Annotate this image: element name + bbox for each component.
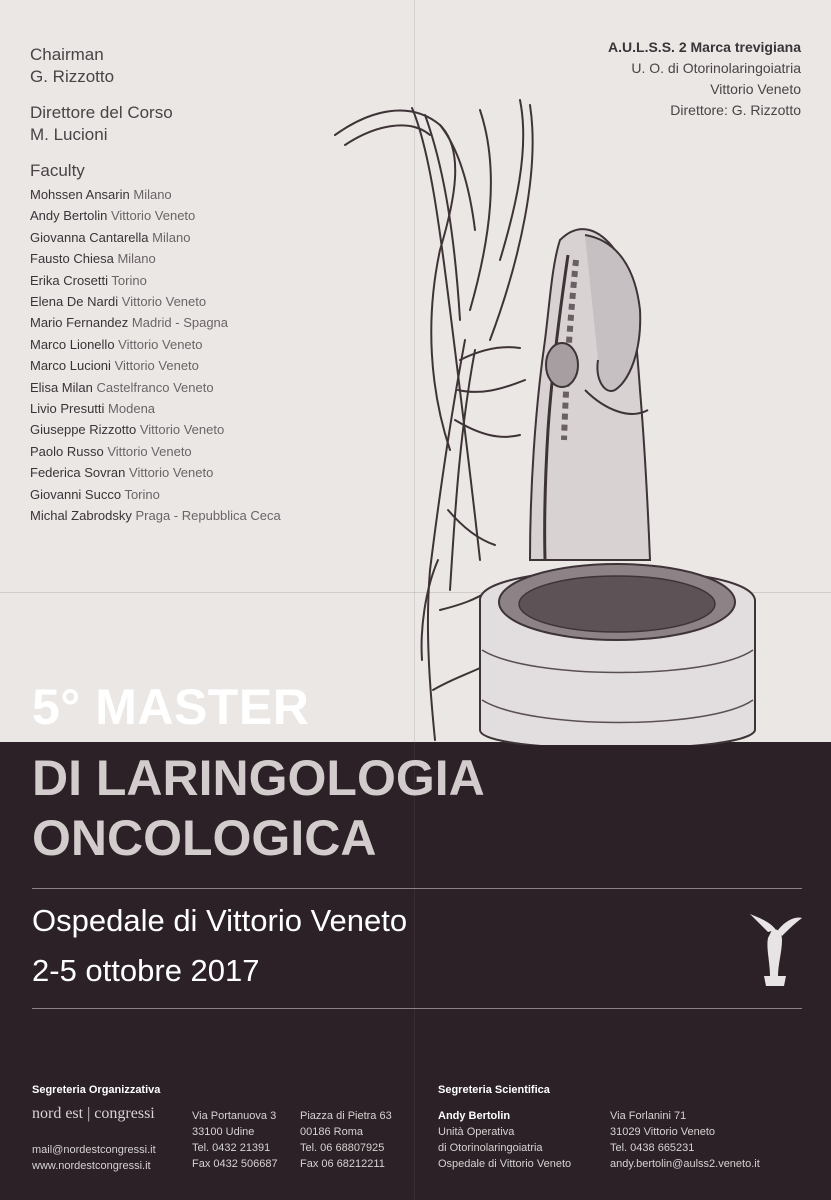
faculty-member-name: Michal Zabrodsky <box>30 508 132 524</box>
faculty-member-name: Elena De Nardi <box>30 294 119 310</box>
director-name: M. Lucioni <box>30 125 108 144</box>
faculty-member <box>30 334 330 355</box>
faculty-member <box>30 505 330 526</box>
address-line: Fax 06 68212211 <box>300 1158 385 1170</box>
address-line: Piazza di Pietra 63 <box>300 1110 392 1122</box>
faculty-member <box>30 377 330 398</box>
faculty-member-name: Livio Presutti <box>30 401 105 417</box>
faculty-member <box>30 291 330 312</box>
org-secretariat-heading: Segreteria Organizzativa <box>32 1084 161 1096</box>
title-line-3: ONCOLOGICA <box>32 810 377 866</box>
faculty-member <box>30 205 330 226</box>
venue: Ospedale di Vittorio Veneto <box>32 903 408 938</box>
faculty-member-city: Milano <box>117 251 156 267</box>
faculty-member-name: Mario Fernandez <box>30 315 129 331</box>
organization-name: A.U.L.S.S. 2 Marca trevigiana <box>608 39 801 55</box>
faculty-member-name: Giuseppe Rizzotto <box>30 422 137 438</box>
address-line: Unità Operativa <box>438 1126 515 1138</box>
faculty-member-name: Fausto Chiesa <box>30 251 114 267</box>
roma-address <box>300 1108 392 1172</box>
org-website: www.nordestcongressi.it <box>32 1160 151 1172</box>
organization-director-name: G. Rizzotto <box>731 102 801 118</box>
title-line-1: 5° MASTER <box>32 679 310 735</box>
faculty-member <box>30 184 330 205</box>
address-line: 00186 Roma <box>300 1126 363 1138</box>
faculty-member <box>30 270 330 291</box>
chairman-heading: Chairman <box>30 45 104 64</box>
faculty-member-name: Giovanni Succo <box>30 486 122 502</box>
sci-address <box>610 1108 760 1172</box>
nord-est-congressi-logo: nord est | congressi <box>32 1105 155 1122</box>
organization-city: Vittorio Veneto <box>710 81 801 97</box>
director-label: Direttore: <box>670 102 728 118</box>
faculty-member <box>30 227 330 248</box>
faculty-member-name: Mohssen Ansarin <box>30 187 130 202</box>
divider-top <box>32 888 802 889</box>
faculty-member-city: Vittorio Veneto <box>114 358 199 374</box>
faculty-member <box>30 398 330 419</box>
faculty-member-city: Vittorio Veneto <box>129 465 214 481</box>
address-line: Tel. 0438 665231 <box>610 1142 695 1154</box>
sci-secretariat-heading: Segreteria Scientifica <box>438 1084 550 1096</box>
faculty-member-name: Marco Lionello <box>30 336 115 352</box>
faculty-member-city: Vittorio Veneto <box>107 443 192 459</box>
organization-unit: U. O. di Otorinolaringoiatria <box>631 60 801 76</box>
org-contacts <box>32 1142 156 1174</box>
faculty-member-city: Vittorio Veneto <box>110 208 196 224</box>
faculty-list <box>30 184 330 527</box>
faculty-member <box>30 441 330 462</box>
sci-email: andy.bertolin@aulss2.veneto.it <box>610 1158 760 1170</box>
faculty-member <box>30 248 330 269</box>
address-line: 33100 Udine <box>192 1126 255 1138</box>
event-dates: 2-5 ottobre 2017 <box>32 953 260 988</box>
faculty-member-name: Andy Bertolin <box>30 208 108 224</box>
address-line: Via Forlanini 71 <box>610 1110 687 1122</box>
faculty-member-city: Castelfranco Veneto <box>96 379 214 395</box>
faculty-member-city: Torino <box>124 486 160 502</box>
faculty-member-city: Vittorio Veneto <box>118 336 203 352</box>
larynx-illustration <box>330 90 800 745</box>
address-line: 31029 Vittorio Veneto <box>610 1126 715 1138</box>
faculty-member <box>30 312 330 333</box>
title-line-2: DI LARINGOLOGIA <box>32 750 485 806</box>
faculty-member <box>30 355 330 376</box>
faculty-member <box>30 419 330 440</box>
faculty-member-city: Vittorio Veneto <box>121 294 207 310</box>
faculty-member-name: Paolo Russo <box>30 443 104 459</box>
faculty-member-name: Marco Lucioni <box>30 358 111 374</box>
faculty-member-city: Madrid - Spagna <box>131 315 229 331</box>
faculty-member-name: Erika Crosetti <box>30 272 109 288</box>
committee-column <box>30 44 330 527</box>
address-line: Via Portanuova 3 <box>192 1110 277 1122</box>
org-email: mail@nordestcongressi.it <box>32 1144 156 1156</box>
faculty-member-name: Giovanna Cantarella <box>30 229 149 245</box>
faculty-member-city: Milano <box>152 229 191 245</box>
faculty-member-city: Modena <box>108 401 156 417</box>
faculty-member <box>30 484 330 505</box>
director-heading: Direttore del Corso <box>30 103 173 122</box>
faculty-member-city: Vittorio Veneto <box>139 422 225 438</box>
divider-bottom <box>32 1008 802 1009</box>
winged-victory-logo-icon <box>748 912 804 988</box>
faculty-member-city: Milano <box>133 187 172 202</box>
faculty-member-city: Praga - Repubblica Ceca <box>135 508 281 524</box>
address-line: Tel. 0432 21391 <box>192 1142 271 1154</box>
address-line: Fax 0432 506687 <box>192 1158 278 1170</box>
sci-contact <box>438 1108 571 1172</box>
faculty-member-name: Elisa Milan <box>30 379 93 395</box>
faculty-member-name: Federica Sovran <box>30 465 126 481</box>
address-line: Ospedale di Vittorio Veneto <box>438 1158 572 1170</box>
faculty-member-city: Torino <box>111 272 147 288</box>
address-line: di Otorinolaringoiatria <box>438 1142 543 1154</box>
faculty-member <box>30 462 330 483</box>
udine-address <box>192 1108 278 1172</box>
faculty-heading: Faculty <box>30 161 85 180</box>
sci-contact-name: Andy Bertolin <box>438 1110 511 1122</box>
chairman-name: G. Rizzotto <box>30 67 115 86</box>
address-line: Tel. 06 68807925 <box>300 1142 385 1154</box>
